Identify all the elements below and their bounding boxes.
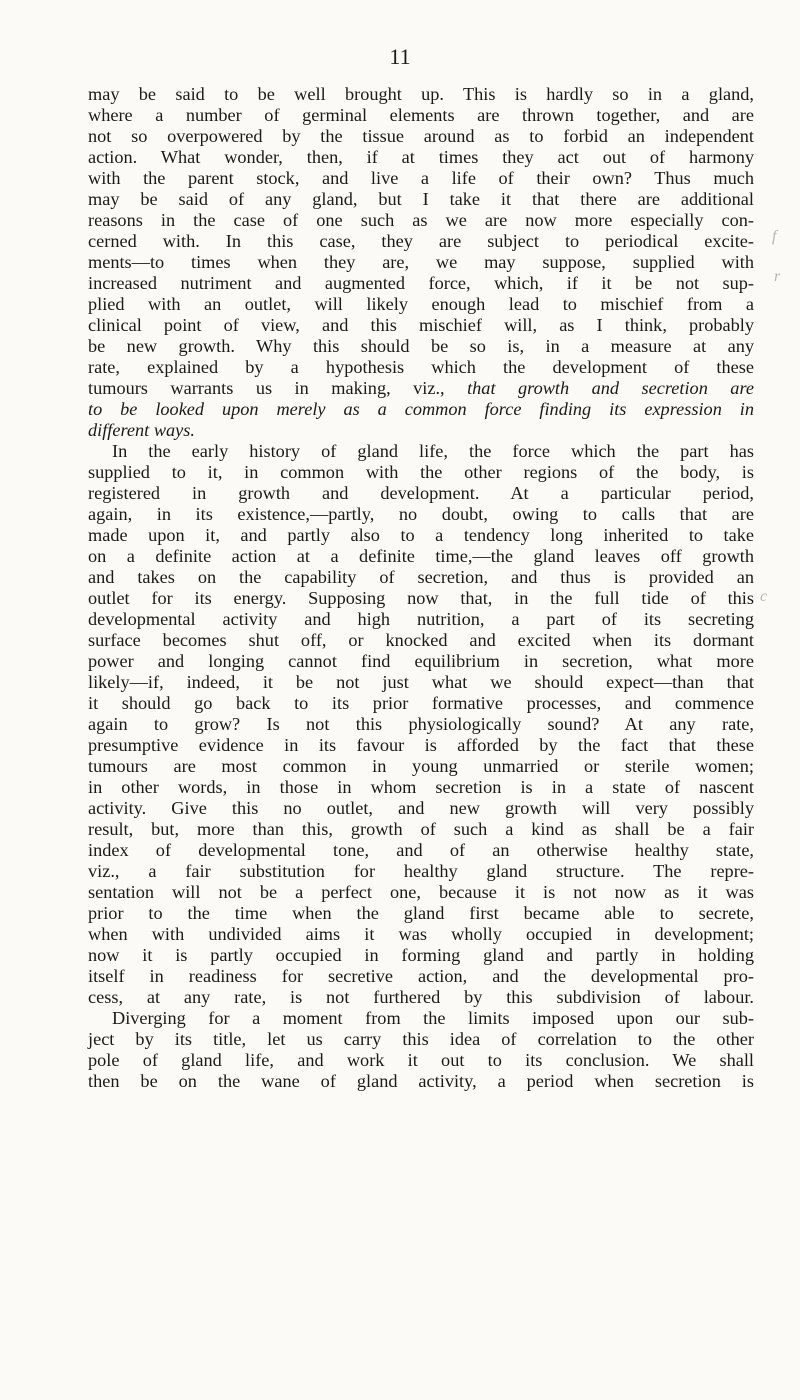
text-line (88, 861, 754, 882)
line-text: plied with an outlet, will likely enough lead to mischief from a (88, 294, 754, 314)
line-text: may be said to be well brought up. This is hardly so in a gland, (88, 84, 754, 104)
text-line (88, 252, 754, 273)
line-text: on a definite action at a definite time,—the gland leaves off growth (88, 546, 754, 566)
text-line (88, 1008, 754, 1029)
line-text: Diverging for a moment from the limits imposed upon our sub- (112, 1008, 754, 1028)
line-text: surface becomes shut off, or knocked and excited when its dormant (88, 630, 754, 650)
text-line (88, 315, 754, 336)
line-text: in other words, in those in whom secretion is in a state of nascent (88, 777, 754, 797)
line-text: reasons in the case of one such as we are now more especially con- (88, 210, 754, 230)
line-text: now it is partly occupied in forming gland and partly in holding (88, 945, 754, 965)
text-line (88, 630, 754, 651)
text-line (88, 567, 754, 588)
line-text: supplied to it, in common with the other regions of the body, is (88, 462, 754, 482)
text-line (88, 798, 754, 819)
text-line (88, 378, 754, 399)
italic-text: different ways. (88, 420, 195, 440)
text-line (88, 546, 754, 567)
line-text: tumours are most common in young unmarried or sterile women; (88, 756, 754, 776)
text-line (88, 672, 754, 693)
line-text: tumours warrants us in making, viz., (88, 378, 468, 398)
line-text: itself in readiness for secretive action, and the developmental pro- (88, 966, 754, 986)
text-line (88, 189, 754, 210)
text-line (88, 168, 754, 189)
line-text: it should go back to its prior formative processes, and commence (88, 693, 754, 713)
line-text: with the parent stock, and live a life of their own? Thus much (88, 168, 754, 188)
text-line (88, 693, 754, 714)
text-line (88, 987, 754, 1008)
text-line (88, 504, 754, 525)
line-text: when with undivided aims it was wholly occupied in development; (88, 924, 754, 944)
page-number: 11 (389, 44, 411, 69)
line-text: then be on the wane of gland activity, a period when secretion is (88, 1071, 754, 1091)
text-line (88, 399, 754, 420)
line-text: developmental activity and high nutrition, a part of its secreting (88, 609, 754, 629)
italic-text: to be looked upon merely as a common force finding its expression in (88, 399, 754, 419)
line-text: result, but, more than this, growth of such a kind as shall be a fair (88, 819, 754, 839)
line-text: action. What wonder, then, if at times they act out of harmony (88, 147, 754, 167)
text-line (88, 1071, 754, 1092)
line-text: not so overpowered by the tissue around as to forbid an independent (88, 126, 754, 146)
line-text: again to grow? Is not this physiologically sound? At any rate, (88, 714, 754, 734)
line-text: activity. Give this no outlet, and new growth will very possibly (88, 798, 754, 818)
text-line (88, 966, 754, 987)
line-text: presumptive evidence in its favour is afforded by the fact that these (88, 735, 754, 755)
text-line (88, 231, 754, 252)
line-text: clinical point of view, and this mischief will, as I think, probably (88, 315, 754, 335)
text-line (88, 756, 754, 777)
text-line (88, 420, 754, 441)
line-text: where a number of germinal elements are thrown together, and are (88, 105, 754, 125)
line-text: prior to the time when the gland first became able to secrete, (88, 903, 754, 923)
text-line (88, 1029, 754, 1050)
text-line (88, 525, 754, 546)
text-line (88, 945, 754, 966)
margin-mark: r (774, 268, 781, 285)
line-text: likely—if, indeed, it be not just what we should expect—than that (88, 672, 754, 692)
line-text: again, in its existence,—partly, no doubt, owing to calls that are (88, 504, 754, 524)
text-line (88, 714, 754, 735)
line-text: viz., a fair substitution for healthy gland structure. The repre- (88, 861, 754, 881)
text-line (88, 483, 754, 504)
text-line (88, 84, 754, 105)
line-text: and takes on the capability of secretion, and thus is provided an (88, 567, 754, 587)
line-text: sentation will not be a perfect one, because it is not now as it was (88, 882, 754, 902)
line-text: pole of gland life, and work it out to its conclusion. We shall (88, 1050, 754, 1070)
text-line (88, 903, 754, 924)
text-line (88, 462, 754, 483)
line-text: cerned with. In this case, they are subject to periodical excite- (88, 231, 754, 251)
text-line (88, 777, 754, 798)
text-line (88, 840, 754, 861)
text-line (88, 735, 754, 756)
margin-mark: f (772, 228, 777, 245)
text-line (88, 126, 754, 147)
line-text: rate, explained by a hypothesis which the development of these (88, 357, 754, 377)
text-line (88, 210, 754, 231)
text-line (88, 147, 754, 168)
line-text: be new growth. Why this should be so is, in a measure at any (88, 336, 754, 356)
text-line (88, 819, 754, 840)
line-text: ject by its title, let us carry this idea of correlation to the other (88, 1029, 754, 1049)
margin-mark: c (760, 588, 768, 605)
text-line (88, 882, 754, 903)
italic-text: that growth and secretion are (467, 378, 754, 398)
text-line (88, 357, 754, 378)
text-line (88, 273, 754, 294)
line-text: increased nutriment and augmented force, which, if it be not sup- (88, 273, 754, 293)
line-text: power and longing cannot find equilibrium in secretion, what more (88, 651, 754, 671)
line-text: cess, at any rate, is not furthered by this subdivision of labour. (88, 987, 754, 1007)
line-text: index of developmental tone, and of an otherwise healthy state, (88, 840, 754, 860)
body-text (88, 84, 754, 1092)
text-line (88, 105, 754, 126)
text-line (88, 588, 754, 609)
text-line (88, 1050, 754, 1071)
text-line (88, 651, 754, 672)
text-line (88, 609, 754, 630)
text-line (88, 336, 754, 357)
line-text: registered in growth and development. At a particular period, (88, 483, 754, 503)
line-text: ments—to times when they are, we may suppose, supplied with (88, 252, 754, 272)
line-text: may be said of any gland, but I take it that there are additional (88, 189, 754, 209)
text-line (88, 294, 754, 315)
line-text: In the early history of gland life, the force which the part has (112, 441, 754, 461)
line-text: made upon it, and partly also to a tendency long inherited to take (88, 525, 754, 545)
text-line (88, 441, 754, 462)
text-line (88, 924, 754, 945)
line-text: outlet for its energy. Supposing now that, in the full tide of this (88, 588, 754, 608)
